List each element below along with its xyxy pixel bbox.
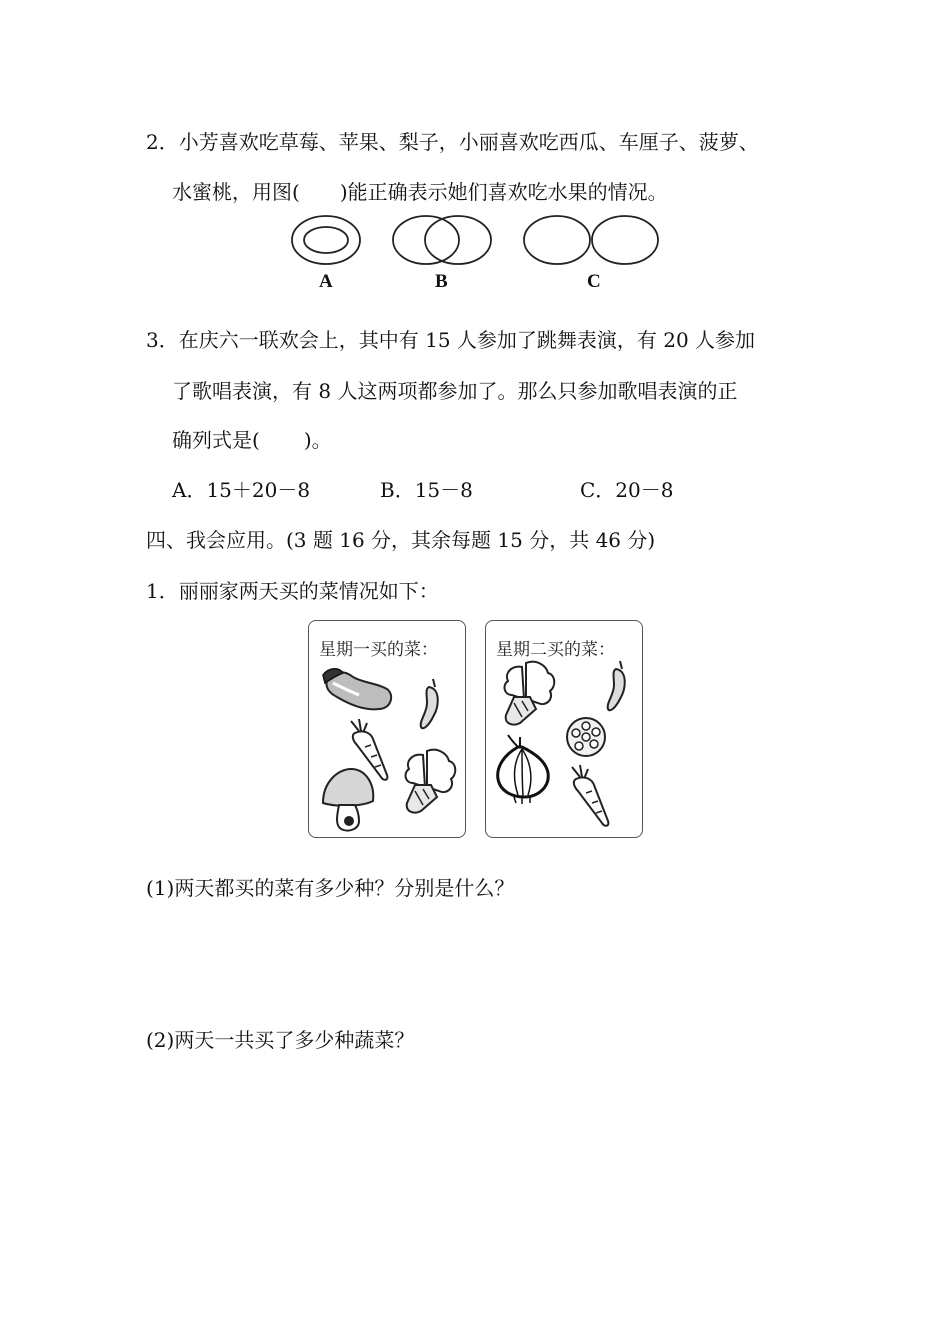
monday-vegetables-box bbox=[308, 620, 466, 838]
q2-line1 bbox=[146, 132, 759, 152]
venn-option-a bbox=[292, 216, 360, 264]
app1-sub1: (1)两天都买的菜有多少种？分别是什么？ bbox=[146, 876, 515, 900]
venn-label-b: B bbox=[435, 271, 448, 292]
venn-label-a: A bbox=[319, 271, 333, 292]
carrot-icon bbox=[566, 763, 614, 829]
venn-option-b bbox=[393, 216, 491, 264]
q3-choice-c[interactable]: C．20－8 bbox=[580, 478, 674, 502]
onion-icon bbox=[494, 733, 552, 805]
q2-number: 2． bbox=[146, 130, 179, 154]
bok-choy-icon bbox=[397, 747, 459, 819]
monday-title: 星期一买的菜： bbox=[319, 640, 438, 660]
venn-option-c bbox=[524, 216, 658, 264]
app1-sub2-answer-area[interactable] bbox=[146, 1062, 806, 1182]
q3-choice-a[interactable]: A．15＋20－8 bbox=[172, 478, 311, 502]
app1-prompt: 1．丽丽家两天买的菜情况如下： bbox=[146, 579, 439, 603]
q2-line2: 水蜜桃，用图( )能正确表示她们喜欢吃水果的情况。 bbox=[172, 180, 668, 204]
chili-icon bbox=[415, 677, 445, 733]
lotus-root-icon bbox=[564, 715, 608, 759]
tuesday-vegetables-box bbox=[485, 620, 643, 838]
q3-line2: 了歌唱表演，有 8 人这两项都参加了。那么只参加歌唱表演的正 bbox=[172, 379, 738, 403]
tuesday-title: 星期二买的菜： bbox=[496, 640, 615, 660]
section-heading: 四、我会应用。(3 题 16 分，其余每题 15 分，共 46 分) bbox=[146, 528, 656, 552]
chili-icon bbox=[602, 659, 632, 715]
bok-choy-icon bbox=[496, 659, 558, 731]
mushroom-icon bbox=[319, 767, 377, 833]
app1-sub2: (2)两天一共买了多少种蔬菜？ bbox=[146, 1028, 415, 1052]
eggplant-icon bbox=[319, 661, 397, 715]
q3-choice-b[interactable]: B．15－8 bbox=[380, 478, 473, 502]
venn-label-c: C bbox=[587, 271, 601, 292]
q3-line3: 确列式是( )。 bbox=[172, 428, 332, 452]
q3-number: 3． bbox=[146, 328, 179, 352]
q2-text-line1: 小芳喜欢吃草莓、苹果、梨子，小丽喜欢吃西瓜、车厘子、菠萝、 bbox=[178, 130, 759, 154]
app1-sub1-answer-area[interactable] bbox=[146, 910, 806, 1010]
venn-diagrams bbox=[0, 212, 950, 272]
q3-line1: 3．在庆六一联欢会上，其中有 15 人参加了跳舞表演，有 20 人参加 bbox=[146, 328, 756, 352]
